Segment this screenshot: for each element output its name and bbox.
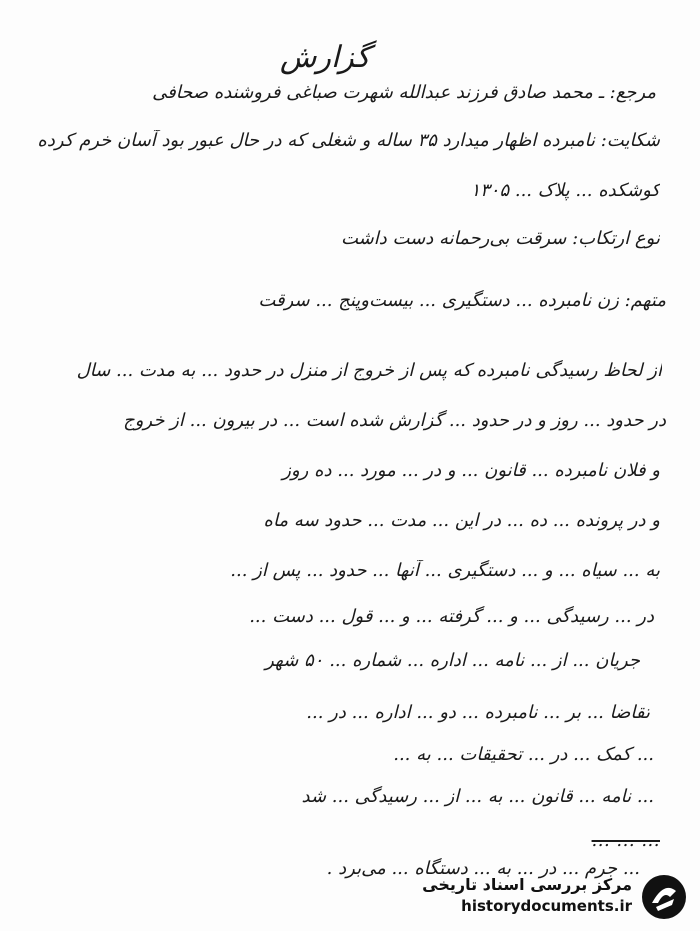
text-line: در حدود ... روز و در حدود ... گزارش شده است ... در بیرون ... از خروج — [123, 410, 666, 431]
text-line: از لحاظ رسیدگی نامبرده که پس از خروج از منزل در حدود ... به مدت ... سال — [76, 360, 662, 381]
text-line: و فلان نامبرده ... قانون ... و در ... مورد ... ده روز — [282, 460, 660, 481]
text-line: تقاضا ... بر ... نامبرده ... دو ... اداره ... در ... — [306, 702, 650, 723]
text-line: به ... سیاه ... و ... دستگیری ... آنها ... حدود ... پس از ... — [230, 560, 660, 581]
text-line: ... جرم ... در ... به ... دستگاه ... می‌برد . — [326, 858, 640, 879]
struck-text-line: ... ... ... — [591, 830, 660, 851]
archive-logo-icon — [640, 873, 688, 921]
text-line: مرجع: ـ محمد صادق فرزند عبدالله شهرت صباغی فروشنده صحافی — [152, 82, 656, 103]
watermark-text-fa: مرکز بررسی اسناد تاریخی — [422, 875, 632, 894]
document-title: گزارش — [279, 40, 371, 75]
text-line: کوشکده ... پلاک ... ۱۳۰۵ — [470, 180, 660, 201]
text-line: شکایت: نامبرده اظهار میدارد ۳۵ ساله و شغلی که در حال عبور بود آسان خرم کرده — [37, 130, 660, 151]
text-line: و در پرونده ... ده ... در این ... مدت ... حدود سه ماه — [263, 510, 660, 531]
text-line: در ... رسیدگی ... و ... گرفته ... و ... قول ... دست ... — [249, 606, 654, 627]
text-line: نوع ارتکاب: سرقت بی‌رحمانه دست داشت — [340, 228, 660, 249]
text-line: جریان ... از ... نامه ... اداره ... شماره ... ۵۰ شهر — [265, 650, 640, 671]
watermark — [408, 873, 688, 923]
watermark-text-en: historydocuments.ir — [461, 897, 632, 915]
text-line: متهم: زن نامبرده ... دستگیری ... بیست‌وپنج ... سرقت — [258, 290, 666, 311]
text-line: ... کمک ... در ... تحقیقات ... به ... — [393, 744, 654, 765]
text-line: ... نامه ... قانون ... به ... از ... رسیدگی ... شد — [301, 786, 654, 807]
